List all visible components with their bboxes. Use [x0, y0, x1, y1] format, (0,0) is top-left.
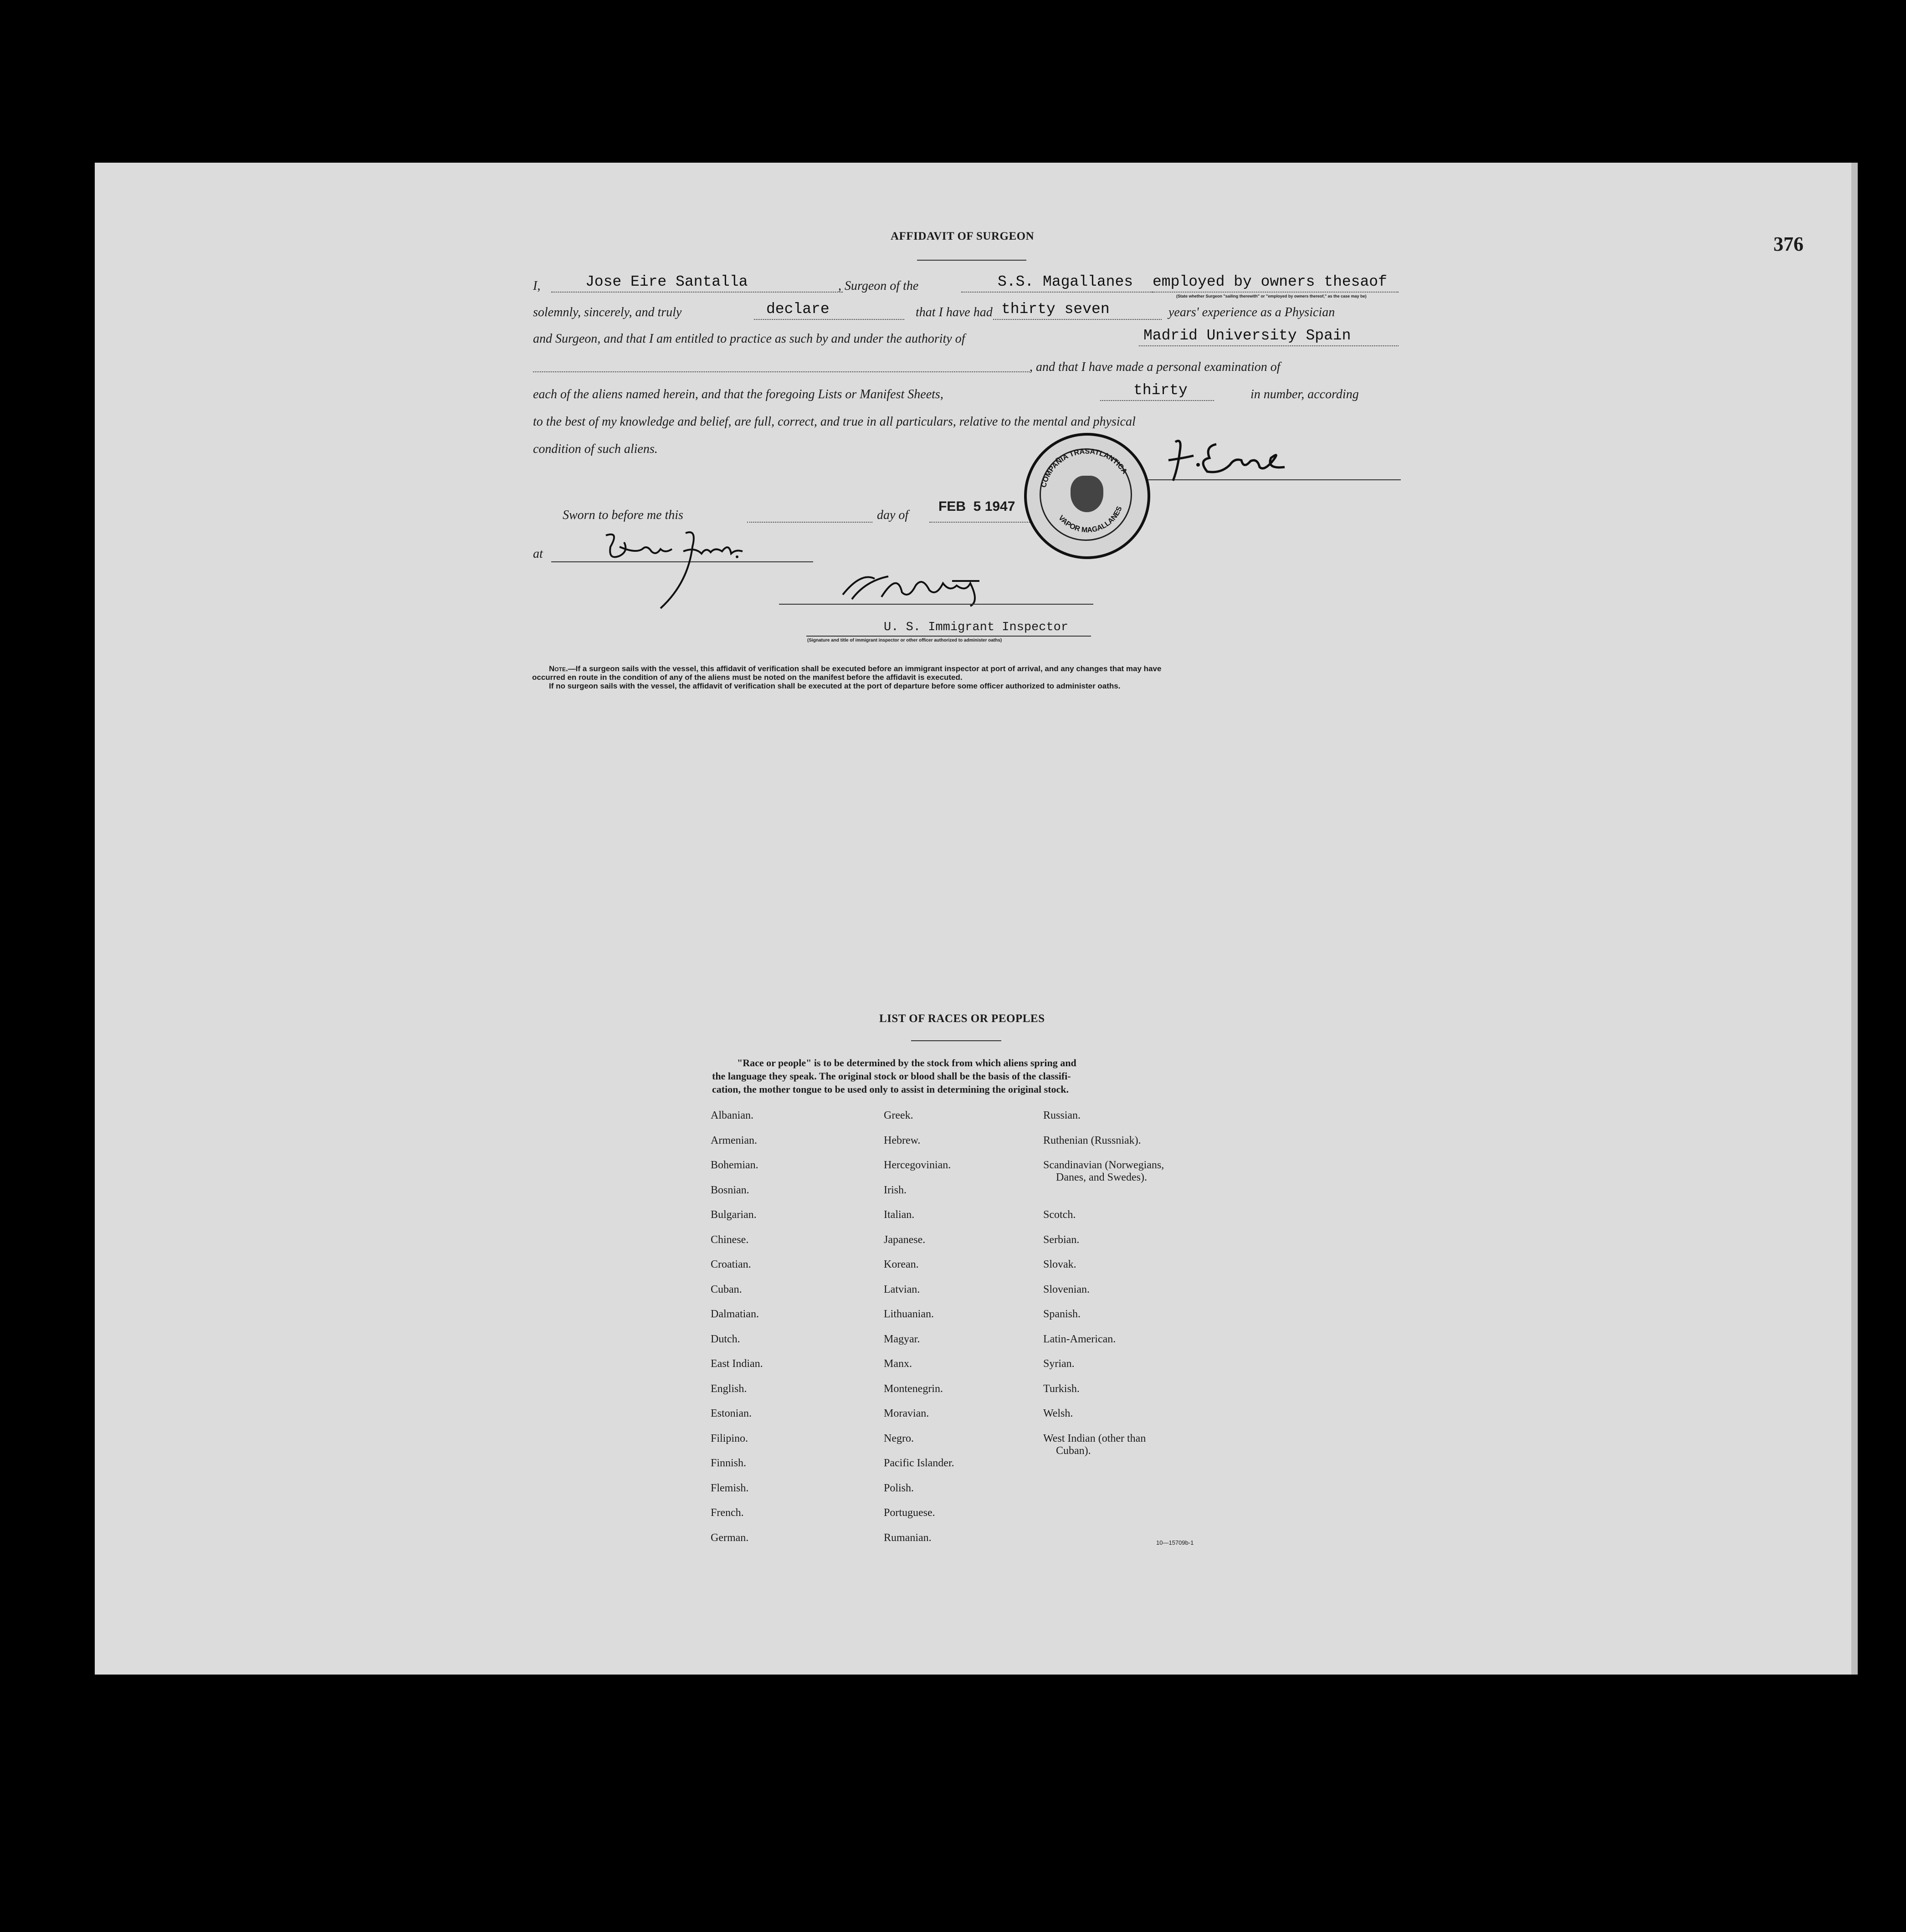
- race-item: Moravian.: [884, 1408, 929, 1419]
- sheet-count-line: [1100, 400, 1214, 401]
- race-item: Spanish.: [1043, 1308, 1081, 1320]
- race-item: East Indian.: [711, 1358, 763, 1370]
- affidavit-line5-suffix: in number, according: [1250, 387, 1359, 401]
- page-number: 376: [1773, 233, 1804, 255]
- licensing-authority: Madrid University Spain: [1143, 327, 1351, 344]
- sworn-prefix: Sworn to before me this: [563, 508, 683, 522]
- race-item: Finnish.: [711, 1457, 747, 1469]
- race-item: Turkish.: [1043, 1382, 1080, 1395]
- document-page: [95, 163, 1858, 1675]
- races-intro-1: "Race or people" is to be determined by the stock from which aliens spring and: [737, 1057, 1076, 1069]
- sheet-count: thirty: [1133, 382, 1188, 399]
- race-item: English.: [711, 1382, 747, 1395]
- race-item: Dalmatian.: [711, 1308, 759, 1320]
- note-line2: occurred en route in the condition of any of the aliens must be noted on the manifest before the affidavit is executed.: [532, 673, 963, 682]
- race-item: Albanian.: [711, 1110, 753, 1121]
- race-item: Greek.: [884, 1110, 913, 1121]
- race-item: Croatian.: [711, 1259, 751, 1270]
- authority-line: [1139, 345, 1399, 346]
- race-item: Negro.: [884, 1432, 914, 1444]
- sworn-day-line: [747, 522, 872, 523]
- race-item: Italian.: [884, 1209, 915, 1221]
- races-title-rule: [911, 1040, 1001, 1041]
- race-item: Russian.: [1043, 1110, 1081, 1121]
- note-line3: If no surgeon sails with the vessel, the affidavit of verification shall be executed at the port of departure before some officer authorized to administer oaths.: [549, 682, 1121, 690]
- races-intro-3: cation, the mother tongue to be used only to assist in determining the original stock.: [712, 1084, 1069, 1095]
- race-item: Slovak.: [1043, 1259, 1076, 1270]
- affidavit-line2-prefix: solemnly, sincerely, and truly: [533, 305, 682, 319]
- sworn-date: FEB 5 1947: [938, 499, 1015, 514]
- race-item: Manx.: [884, 1358, 912, 1370]
- svg-text:VAPOR MAGALLANES: [1057, 505, 1124, 534]
- race-item: Montenegrin.: [884, 1382, 943, 1395]
- blank-line: [533, 371, 1030, 372]
- race-item: Rumanian.: [884, 1531, 932, 1544]
- race-item: Syrian.: [1043, 1358, 1075, 1370]
- race-item: Portuguese.: [884, 1507, 935, 1519]
- affidavit-line2-middle: that I have had: [916, 305, 993, 319]
- inspector-title-line: [806, 636, 1091, 637]
- affidavit-line1-prefix: I,: [533, 279, 541, 293]
- race-item: German.: [711, 1531, 749, 1544]
- employment-line: [1153, 292, 1399, 293]
- page-edge: [1851, 163, 1858, 1675]
- race-item: Magyar.: [884, 1333, 920, 1345]
- races-intro-2: the language they speak. The original stock or blood shall be the basis of the classifi-: [712, 1070, 1071, 1082]
- svg-text:COMPAÑIA TRASATLANTICA: [1040, 447, 1129, 488]
- race-item: Latvian.: [884, 1283, 920, 1295]
- note-text-1: —If a surgeon sails with the vessel, this affidavit of verification shall be executed before an immigrant inspector at port of arrival, and any changes that may have: [568, 664, 1162, 673]
- race-item: Pacific Islander.: [884, 1457, 954, 1469]
- stamp-text-ring: [1027, 436, 1148, 556]
- at-label: at: [533, 547, 543, 561]
- surgeon-name-line: [551, 292, 843, 293]
- race-item: Welsh.: [1043, 1408, 1073, 1419]
- race-item: Chinese.: [711, 1233, 749, 1246]
- affidavit-title: AFFIDAVIT OF SURGEON: [891, 230, 1035, 242]
- race-item: Latin-American.: [1043, 1333, 1116, 1345]
- race-item: Dutch.: [711, 1333, 740, 1345]
- stamp-top-text: COMPAÑIA TRASATLANTICA: [1040, 447, 1129, 488]
- race-item: Hercegovinian.: [884, 1159, 951, 1171]
- note-label: Note.: [549, 664, 568, 673]
- race-item: Bohemian.: [711, 1159, 758, 1171]
- race-item: Danes, and Swedes).: [1056, 1172, 1147, 1183]
- form-code: 10—15709b-1: [1156, 1539, 1194, 1546]
- race-item: Korean.: [884, 1259, 919, 1270]
- affidavit-line2-suffix: years' experience as a Physician: [1168, 305, 1335, 319]
- surgeon-of-label: , Surgeon of the: [838, 279, 919, 293]
- affidavit-line7: condition of such aliens.: [533, 442, 658, 456]
- inspector-signature-line: [779, 604, 1093, 605]
- race-item: Ruthenian (Russniak).: [1043, 1134, 1141, 1146]
- race-item: Japanese.: [884, 1233, 926, 1246]
- affidavit-line3-prefix: and Surgeon, and that I am entitled to practice as such by and under the authority of: [533, 332, 965, 346]
- race-item: Irish.: [884, 1184, 907, 1196]
- race-item: Bosnian.: [711, 1184, 749, 1196]
- employment-status: employed by owners thesaof: [1153, 273, 1387, 290]
- race-item: Scotch.: [1043, 1209, 1076, 1221]
- races-title: LIST OF RACES OR PEOPLES: [879, 1012, 1045, 1025]
- affidavit-line4-suffix: , and that I have made a personal examination of: [1030, 360, 1281, 374]
- years-experience: thirty seven: [1001, 301, 1110, 318]
- race-item: French.: [711, 1507, 744, 1519]
- race-item: Estonian.: [711, 1408, 752, 1419]
- stamp-bottom-text: VAPOR MAGALLANES: [1057, 505, 1124, 534]
- race-item: Serbian.: [1043, 1233, 1080, 1246]
- place-handwriting: [592, 529, 747, 615]
- affidavit-line6: to the best of my knowledge and belief, are full, correct, and true in all particulars, relative to the mental and physical: [533, 415, 1136, 429]
- race-item: Cuban).: [1056, 1444, 1091, 1457]
- day-of-label: day of: [877, 508, 909, 522]
- race-item: Scandinavian (Norwegians,: [1043, 1159, 1164, 1171]
- race-item: West Indian (other than: [1043, 1432, 1146, 1444]
- vessel-line: [961, 292, 1153, 293]
- years-line: [993, 319, 1162, 320]
- race-item: Cuban.: [711, 1283, 742, 1295]
- vessel-name: S.S. Magallanes: [998, 273, 1133, 290]
- race-item: Slovenian.: [1043, 1283, 1090, 1295]
- race-item: Hebrew.: [884, 1134, 921, 1146]
- race-item: Flemish.: [711, 1482, 749, 1494]
- race-item: Polish.: [884, 1482, 914, 1494]
- surgeon-signature: [1166, 433, 1294, 488]
- surgeon-name: Jose Eire Santalla: [585, 273, 748, 290]
- race-item: Lithuanian.: [884, 1308, 934, 1320]
- declare-line: [754, 319, 904, 320]
- note-line1: [549, 664, 1161, 673]
- company-stamp: [1024, 433, 1150, 559]
- race-item: Armenian.: [711, 1134, 757, 1146]
- affidavit-line5-prefix: each of the aliens named herein, and that the foregoing Lists or Manifest Sheets,: [533, 387, 943, 401]
- inspector-title: U. S. Immigrant Inspector: [884, 621, 1069, 634]
- declare-word: declare: [766, 301, 830, 318]
- inspector-signature: [834, 567, 1016, 608]
- race-item: Bulgarian.: [711, 1209, 757, 1221]
- employment-note: (State whether Surgeon "sailing therewith" or "employed by owners thereof," as the case may be): [1176, 294, 1367, 298]
- title-rule: [917, 260, 1026, 261]
- inspector-caption: (Signature and title of immigrant inspector or other officer authorized to administer oaths): [807, 638, 1002, 643]
- race-item: Filipino.: [711, 1432, 748, 1444]
